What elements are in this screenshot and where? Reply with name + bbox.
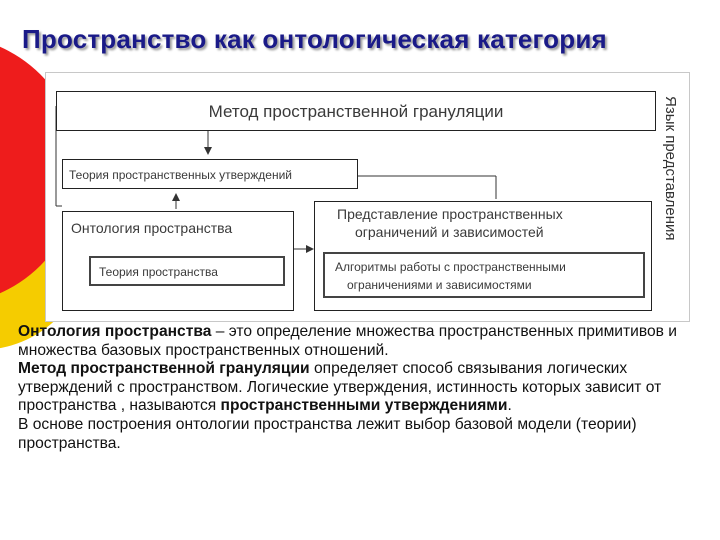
ontology-box [62,211,294,311]
method-box-label: Метод пространственной грануляции [208,102,504,121]
definition-method: определяет способ связывания логических утверждений с пространством. Логические утверждения, истинность которых зависит от пространства , называются [18,360,662,415]
paragraph-method [18,360,708,416]
paragraph-model [18,416,708,453]
algorithms-box [323,252,645,298]
body-text [18,323,708,453]
term-ontology: Онтология пространства [18,323,212,340]
theory-space-label: Теория пространства [99,265,218,279]
algorithms-label-line2: ограничениями и зависимостями [347,278,532,292]
representation-box [314,201,652,311]
representation-label-line1: Представление пространственных [337,206,563,222]
theory-space-box [89,256,285,286]
algorithms-label-line1: Алгоритмы работы с пространственными [335,260,566,274]
model-text: В основе построения онтологии пространства лежит выбор базовой модели (теории) пространства. [18,415,637,452]
representation-label-line2: ограничений и зависимостей [355,224,544,240]
ontology-label: Онтология пространства [71,220,233,236]
diagram [45,72,690,322]
term-method: Метод пространственной грануляции [18,360,310,378]
paragraph-ontology [18,323,708,360]
definition-ontology: – это определение множества пространственных примитивов и множества базовых пространственных отношений. [18,323,677,359]
definition-method-end: . [507,397,512,415]
term-spatial-statements: пространственными утверждениями [220,397,508,415]
method-box [56,91,656,131]
theory-statements-label: Теория пространственных утверждений [69,168,292,182]
language-vertical-label: Язык представления [662,96,679,241]
slide-title: Пространство как онтологическая категория [22,24,607,54]
theory-statements-box [62,159,358,189]
